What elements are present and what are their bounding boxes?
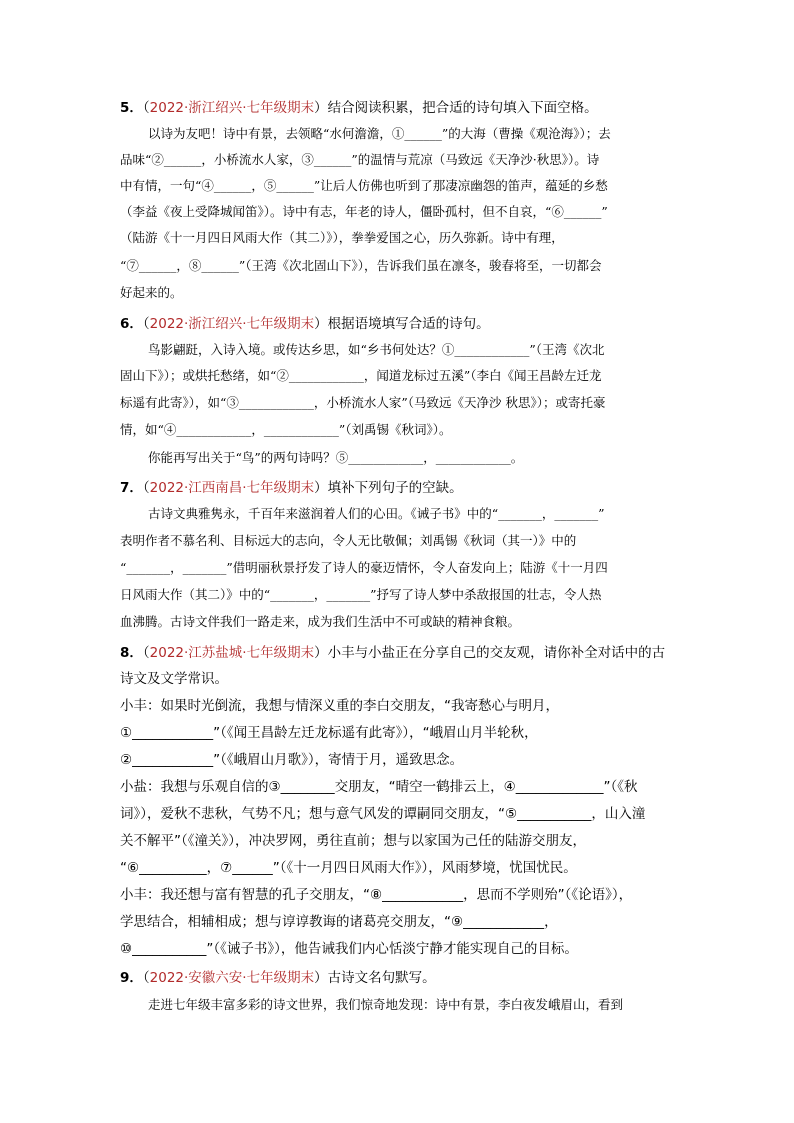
paren-open: （ [142, 645, 150, 661]
paren-close: ） [314, 100, 328, 116]
q7-line-5: 血沸腾。古诗文伴我们一路走来，成为我们生活中不可或缺的精神食粮。 [120, 614, 521, 629]
question-9-header [120, 966, 680, 990]
q6-line-1: 鸟影翩跹，入诗入境。或传达乡思，如“乡书何处达？①____________”（王湾《次北 [148, 342, 605, 357]
q6-line-2: 固山下》）；或烘托愁绪，如“②____________，闻道龙标过五溪”（李白《闻王昌龄左迁龙 [120, 368, 602, 383]
q8-line-3: ②____________”（《峨眉山月歌》），寄情于月，遥致思念。 [120, 752, 464, 768]
question-prompt: 填补下列句子的空缺。 [327, 480, 463, 496]
question-prompt: 结合阅读积累，把合适的诗句填入下面空格。 [327, 100, 598, 116]
question-source: 2022·浙江绍兴·七年级期末 [149, 316, 315, 332]
question-source: 2022·江苏盐城·七年级期末 [149, 645, 315, 661]
q8-line-2: ①____________”（《闻王昌龄左迁龙标遥有此寄》），“峨眉山月半轮秋， [120, 725, 538, 741]
question-number: 6． [120, 316, 143, 332]
paren-open: （ [142, 480, 150, 496]
q8-line-5: 词》），爱秋不悲秋，气势不凡；想与意气风发的谭嗣同交朋友，“⑤___________，山入潼 [120, 806, 646, 822]
q5-line-3: 中有情，一句“④______，⑤______”让后人仿佛也听到了那凄凉幽怨的笛声，蕴延的乡愁 [120, 178, 608, 193]
q8-prompt-continued: 诗文及文学常识。 [120, 671, 228, 687]
question-8-header [120, 641, 680, 665]
question-source: 2022·江西南昌·七年级期末 [149, 480, 315, 496]
paren-close: ） [314, 480, 328, 496]
q8-line-8: 小丰：我还想与富有智慧的孔子交朋友，“⑧____________，思而不学则殆”（《论语》）， [120, 887, 633, 903]
question-7-header [120, 476, 680, 500]
paren-close: ） [314, 316, 328, 332]
q7-line-4: 日风雨大作（其二）》中的“_______，_______”抒写了诗人梦中杀敌报国的壮志，令人热 [120, 587, 602, 602]
paren-close: ） [314, 645, 328, 661]
paren-open: （ [142, 970, 150, 986]
q6-line-5: 你能再写出关于“鸟”的两句诗吗？⑤____________，____________。 [148, 450, 524, 465]
q8-line-7: “⑥__________，⑦______”（《十一月四日风雨大作》），风雨梦境，忧国忧民。 [120, 860, 577, 876]
question-number: 9． [120, 970, 143, 986]
q6-line-3: 标遥有此寄》），如“③____________，小桥流水人家”（马致远《天净沙 秋思》）；或寄托豪 [120, 395, 606, 410]
question-number: 8． [120, 645, 143, 661]
question-number: 7． [120, 480, 143, 496]
paren-close: ） [314, 970, 328, 986]
q5-line-2: 品味“②______，小桥流水人家，③______”的温情与荒凉（马致远《天净沙·秋思》）。诗 [120, 152, 600, 167]
question-prompt: 根据语境填写合适的诗句。 [327, 316, 490, 332]
question-source: 2022·安徽六安·七年级期末 [149, 970, 315, 986]
question-prompt: 古诗文名句默写。 [327, 970, 436, 986]
q9-line-1: 走进七年级丰富多彩的诗文世界，我们惊奇地发现：诗中有景，李白夜发峨眉山，看到 [148, 997, 624, 1012]
q5-line-5: （陆游《十一月四日风雨大作（其二）》），拳拳爱国之心，历久弥新。诗中有理， [120, 230, 564, 245]
q5-line-7: 好起来的。 [120, 285, 183, 300]
question-6-header [120, 312, 680, 336]
q8-line-10: ⑩___________”（《诫子书》），他告诫我们内心恬淡宁静才能实现自己的目标。 [120, 941, 578, 957]
question-source: 2022·浙江绍兴·七年级期末 [149, 100, 315, 116]
question-prompt: 小丰与小盐正在分享自己的交友观，请你补全对话中的古 [327, 645, 666, 661]
q8-line-4: 小盐：我想与乐观自信的③________交朋友，“晴空一鹤排云上，④_____________”（《秋 [120, 779, 638, 795]
q6-line-4: 情，如“④____________，____________”（刘禹锡《秋词》）。 [120, 422, 452, 437]
q5-line-6: “⑦______，⑧______”（王湾《次北固山下》），告诉我们虽在凛冬，骏春将至，一切都会 [120, 258, 602, 273]
q8-line-6: 关不解平”（《潼关》），冲决罗网，勇往直前；想与以家国为己任的陆游交朋友， [120, 833, 586, 849]
q5-line-1: 以诗为友吧！诗中有景，去领略“水何澹澹，①______”的大海（曹操《观沧海》）；去 [148, 126, 611, 141]
q5-line-4: （李益《夜上受降城闻笛》）。诗中有志，年老的诗人，僵卧孤村，但不自哀，“⑥______” [120, 204, 608, 219]
question-5-header [120, 96, 680, 120]
question-number: 5． [120, 100, 143, 116]
q7-line-3: “_______，_______”借明丽秋景抒发了诗人的豪迈情怀，令人奋发向上；陆游《十一月四 [120, 560, 608, 575]
q8-line-1: 小丰：如果时光倒流，我想与情深义重的李白交朋友，“我寄愁心与明月， [120, 698, 559, 714]
paren-open: （ [142, 100, 150, 116]
q7-line-1: 古诗文典雅隽永，千百年来滋润着人们的心田。《诫子书》中的“_______，_______” [148, 506, 605, 521]
paren-open: （ [142, 316, 150, 332]
q7-line-2: 表明作者不慕名利、目标远大的志向，令人无比敬佩；刘禹锡《秋词（其一）》中的 [120, 533, 577, 548]
q8-line-9: 学思结合，相辅相成；想与谆谆教诲的诸葛亮交朋友，“⑨____________， [120, 914, 558, 930]
